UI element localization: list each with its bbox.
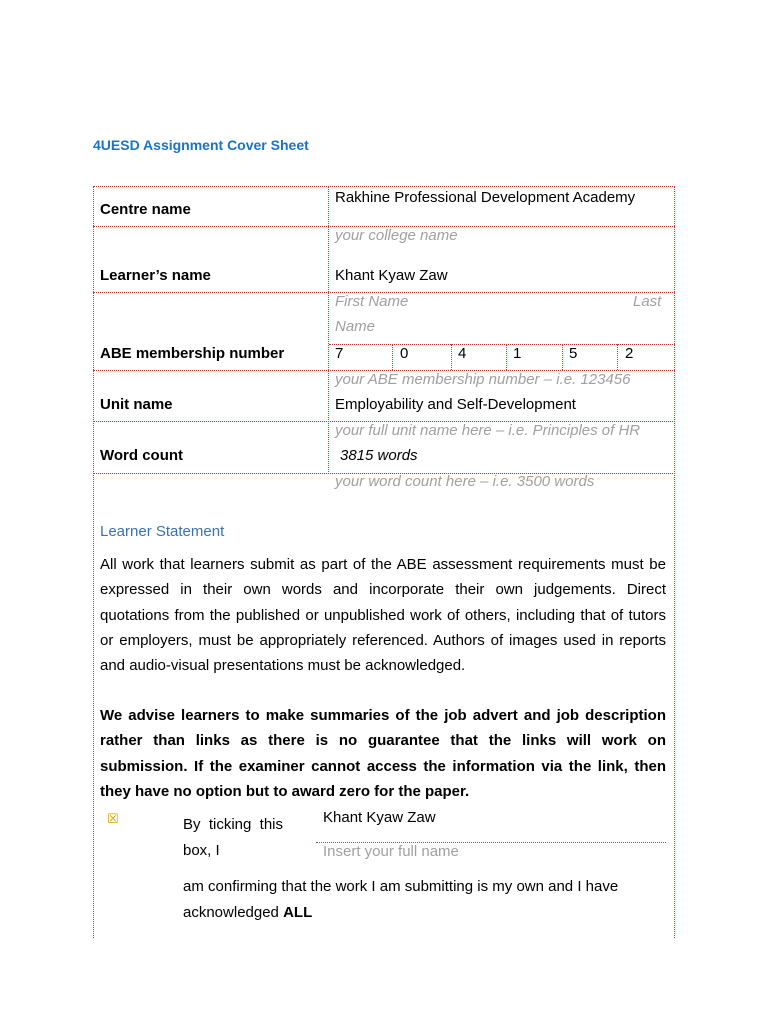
word-count-label: Word count bbox=[100, 447, 184, 464]
membership-digit[interactable]: 2 bbox=[625, 345, 634, 362]
learner-name-field[interactable]: Khant Kyaw Zaw bbox=[335, 267, 448, 284]
unit-name-hint: your full unit name here – i.e. Principles of HR bbox=[335, 422, 641, 439]
confirm-checkbox[interactable]: ☒ bbox=[107, 811, 119, 826]
membership-label: ABE membership number bbox=[100, 345, 285, 362]
statement-paragraph: All work that learners submit as part of the ABE assessment requirements must be expressed in their own words and incorporate their own judgements. Direct quotations from the published or unpublished work of others, including that of tutors or employers, must be appropriately referenced. Authors of images used in reports and audio-visual presentations must be acknowledged. bbox=[100, 556, 666, 675]
centre-name-hint: your college name bbox=[335, 227, 458, 244]
row-divider bbox=[329, 344, 675, 345]
confirm-text-all: ALL bbox=[283, 904, 313, 921]
last-name-hint: Last bbox=[633, 293, 662, 310]
digit-divider bbox=[451, 344, 452, 370]
tick-label: By ticking this box, I bbox=[183, 816, 283, 859]
membership-digit[interactable]: 4 bbox=[458, 345, 467, 362]
centre-name-label: Centre name bbox=[100, 201, 191, 218]
centre-name-field[interactable]: Rakhine Professional Development Academy bbox=[335, 189, 636, 206]
column-divider bbox=[328, 186, 329, 474]
first-name-hint: First Name bbox=[335, 293, 409, 310]
word-count-field[interactable]: 3815 words bbox=[340, 447, 418, 464]
membership-digit[interactable]: 5 bbox=[569, 345, 578, 362]
full-name-field[interactable]: Khant Kyaw Zaw bbox=[323, 809, 436, 826]
digit-divider bbox=[617, 344, 618, 370]
page-title: 4UESD Assignment Cover Sheet bbox=[93, 137, 309, 153]
unit-name-field[interactable]: Employability and Self-Development bbox=[335, 396, 576, 413]
digit-divider bbox=[506, 344, 507, 370]
membership-digit[interactable]: 7 bbox=[335, 345, 344, 362]
advice-paragraph: We advise learners to make summaries of the job advert and job description rather than links as there is no guarantee that the links will work on submission. If the examiner cannot access the information via the link, then they have no option but to award zero for the paper. bbox=[100, 707, 666, 800]
membership-digit[interactable]: 0 bbox=[400, 345, 409, 362]
membership-digit[interactable]: 1 bbox=[513, 345, 522, 362]
unit-name-label: Unit name bbox=[100, 396, 173, 413]
learner-name-label: Learner’s name bbox=[100, 267, 211, 284]
confirm-text-body: am confirming that the work I am submitting is my own and I have acknowledged bbox=[183, 878, 619, 921]
learner-statement-heading: Learner Statement bbox=[100, 523, 225, 540]
digit-divider bbox=[392, 344, 393, 370]
membership-hint: your ABE membership number – i.e. 123456 bbox=[335, 371, 631, 388]
full-name-hint: Insert your full name bbox=[323, 843, 459, 860]
name-hint: Name bbox=[335, 318, 376, 335]
confirm-text bbox=[183, 874, 653, 926]
word-count-hint: your word count here – i.e. 3500 words bbox=[335, 473, 595, 490]
digit-divider bbox=[562, 344, 563, 370]
